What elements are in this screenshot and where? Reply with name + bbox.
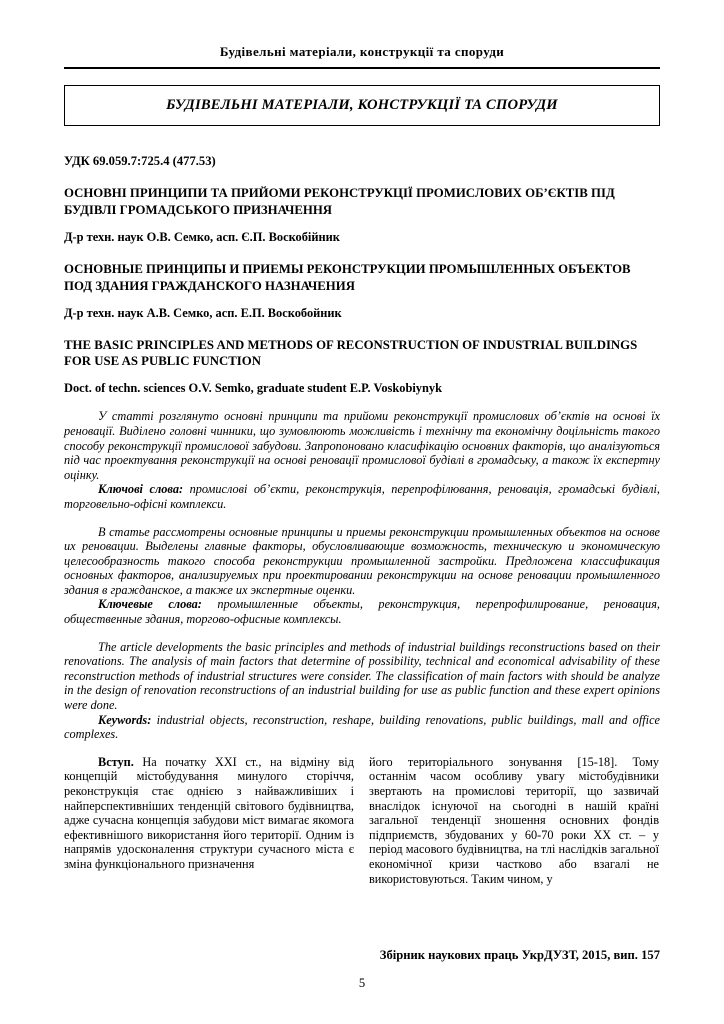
article-title-en: THE BASIC PRINCIPLES AND METHODS OF RECONSTRUCTION OF INDUSTRIAL BUILDINGS FOR USE AS PUBLIC FUNCTION <box>64 337 638 369</box>
authors-uk: Д-р техн. наук О.В. Семко, асп. Є.П. Воскобійник <box>64 229 340 244</box>
intro-paragraph <box>64 755 354 872</box>
intro-text-right: його територіального зонування [15-18]. Тому останнім часом особливу увагу містобудівники звертають на промислові території, що зазвичай внаслідок існуючої на сьогодні в нашій країні загальної тенденції зношення основних фондів підприємств, збудованих у 60-70 роки XX ст. – у період масового будівництва, на тлі наслідків загальної економічної кризи частково або взагалі не використовуються. Таким чином, у <box>369 754 659 886</box>
left-column <box>64 755 354 886</box>
keywords-text-en: industrial objects, reconstruction, reshape, building renovations, public buildings, mall and office complexes. <box>64 712 660 742</box>
article-title-uk: ОСНОВНІ ПРИНЦИПИ ТА ПРИЙОМИ РЕКОНСТРУКЦІЇ ПРОМИСЛОВИХ ОБ’ЄКТІВ ПІД БУДІВЛІ ГРОМАДСЬКОГО ПРИЗНАЧЕННЯ <box>64 186 615 217</box>
body-text <box>64 755 660 886</box>
running-head: Будівельні матеріали, конструкції та споруди <box>64 44 660 69</box>
right-column <box>369 755 659 886</box>
keywords-uk <box>64 482 660 511</box>
abstract-en: The article developments the basic principles and methods of industrial buildings reconstructions based on their renovations. The analysis of main factors that determine of possibility, technical and economical advisability of these reconstruction methods of industrial structures were consider. The classification of main factors with should be analyze in the design of renovation reconstructions of an industrial building for use as public function and these expert opinions were done. <box>64 639 660 713</box>
abstract-uk: У статті розглянуто основні принципи та прийоми реконструкції промислових об’єктів на основі їх реновації. Виділено головні чинники, що зумовлюють можливість і технічну та економічну доцільність такого способу реконструкції промислової забудови. Запропоновано класифікацію основних факторів, що аналізуються під час проектування реконструкції на основі реновації промислової будівлі в громадську, а також їх експертну оцінку. <box>64 409 660 482</box>
keywords-text-ru: промышленные объекты, реконструкция, перепрофилирование, реновация, общественные здания, торгово-офисные комплексы. <box>64 597 660 627</box>
keywords-label-en: Keywords: <box>98 712 152 727</box>
abstract-ru: В статье рассмотрены основные принципы и приемы реконструкции промышленных объектов на основе их реновации. Выделены главные факторы, обусловливающие возможность, техническую и экономическую целесообразность такого способа реконструкции промышленной застройки. Предложена классификация основных факторов, анализируемых при проектировании реконструкции на основе реновации промышленного здания в гражданское, а также их экспертные оценки. <box>64 524 660 597</box>
keywords-text-uk: промислові об’єкти, реконструкція, перепрофілювання, реновація, громадські будівлі, торговельно-офісні комплекси. <box>64 482 660 511</box>
authors-en: Doct. of techn. sciences O.V. Semko, graduate student E.P. Voskobiynyk <box>64 381 442 396</box>
authors-ru: Д-р техн. наук А.В. Семко, асп. Е.П. Воскобойник <box>64 305 342 320</box>
article-title-ru: ОСНОВНЫЕ ПРИНЦИПЫ И ПРИЕМЫ РЕКОНСТРУКЦИИ ПРОМЫШЛЕННЫХ ОБЪЕКТОВ ПОД ЗДАНИЯ ГРАЖДАНСКОГО НАЗНАЧЕНИЯ <box>64 261 631 293</box>
journal-footer: Збірник наукових праць УкрДУЗТ, 2015, вип. 157 <box>379 948 660 962</box>
keywords-ru <box>64 597 660 626</box>
keywords-label-ru: Ключевые слова: <box>98 597 202 612</box>
keywords-en <box>64 713 660 742</box>
page-number: 5 <box>358 976 366 990</box>
keywords-label-uk: Ключові слова: <box>98 482 184 497</box>
udc-code: УДК 69.059.7:725.4 (477.53) <box>64 154 216 168</box>
intro-label: Вступ. <box>98 754 134 769</box>
intro-text-left: На початку XXI ст., на відміну від концепцій містобудування минулого сторіччя, реконструкція стає однією з найважливіших і найперспективніших тенденцій світового будівництва, адже сучасна концепція забудови міст вимагає якомога ефективнішого використання його території. Одним із напрямів удосконалення структури сучасного міста є зміна функціонального призначення <box>64 754 354 871</box>
section-banner: БУДІВЕЛЬНІ МАТЕРІАЛИ, КОНСТРУКЦІЇ ТА СПОРУДИ <box>64 85 660 126</box>
